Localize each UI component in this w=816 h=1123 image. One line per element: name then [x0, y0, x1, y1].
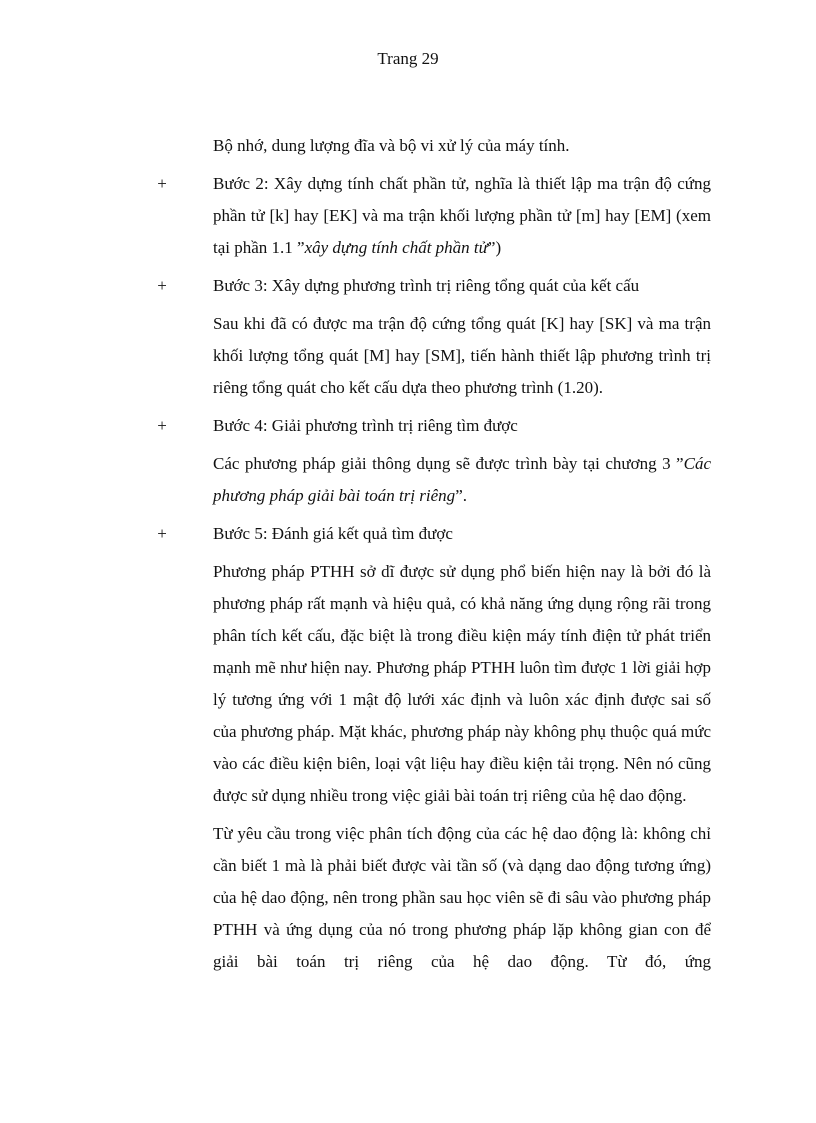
step-5-title: [157, 518, 711, 550]
step-3-title: [157, 270, 711, 302]
step-2-text: Bước 2: Xây dựng tính chất phần tử, nghĩa là thiết lập ma trận độ cứng phần tử [k] hay [EK] và ma trận khối lượng phần tử [m] hay [EM] (xem tại phần 1.1 ”: [213, 174, 711, 257]
page-number-header: Trang 29: [377, 49, 439, 68]
step-4-title: [157, 410, 711, 442]
paragraph-intro: Bộ nhớ, dung lượng đĩa và bộ vi xử lý của máy tính.: [213, 136, 570, 155]
bullet-marker: +: [157, 174, 167, 193]
step-4-body: [213, 448, 711, 512]
bullet-marker: +: [157, 524, 167, 543]
step-3-body: Sau khi đã có được ma trận độ cứng tổng quát [K] hay [SK] và ma trận khối lượng tổng quát [M] hay [SM], tiến hành thiết lập phương trình trị riêng tổng quát cho kết cấu dựa theo phương trình (1.20).: [213, 314, 711, 397]
step-2-item: [157, 168, 711, 264]
step-4-body-end: ”.: [455, 486, 467, 505]
step-5-title-text: Bước 5: Đánh giá kết quả tìm được: [213, 524, 453, 543]
step-2-text-end: ”): [487, 238, 502, 257]
bullet-marker: +: [157, 416, 167, 435]
bullet-marker: +: [157, 276, 167, 295]
step-4-title-text: Bước 4: Giải phương trình trị riêng tìm được: [213, 416, 518, 435]
step-5-body-2: Từ yêu cầu trong việc phân tích động của các hệ dao động là: không chỉ cần biết 1 mà là phải biết được vài tần số (và dạng dao động tương ứng) của hệ dao động, nên trong phần sau học viên sẽ đi sâu vào phương pháp PTHH và ứng dụng của nó trong phương pháp lặp không gian con để giải bài toán trị riêng của hệ dao động. Từ đó, ứng: [213, 824, 711, 971]
document-body: [0, 130, 816, 978]
step-3-title-text: Bước 3: Xây dựng phương trình trị riêng tổng quát của kết cấu: [213, 276, 640, 295]
step-2-italic-ref: xây dựng tính chất phần tử: [304, 238, 488, 257]
step-4-body-text: Các phương pháp giải thông dụng sẽ được trình bày tại chương 3 ”: [213, 454, 684, 473]
step-5-body-1: Phương pháp PTHH sở dĩ được sử dụng phổ biến hiện nay là bởi đó là phương pháp rất mạnh và hiệu quả, có khả năng ứng dụng rộng rãi trong phân tích kết cấu, đặc biệt là trong điều kiện máy tính điện tử phát triển mạnh mẽ như hiện nay. Phương pháp PTHH luôn tìm được 1 lời giải hợp lý tương ứng với 1 mật độ lưới xác định và luôn xác định được sai số của phương pháp. Mặt khác, phương pháp này không phụ thuộc quá mức vào các điều kiện biên, loại vật liệu hay điều kiện tải trọng. Nên nó cũng được sử dụng nhiều trong việc giải bài toán trị riêng của hệ dao động.: [213, 562, 711, 805]
step-4-italic-ref: Các phương pháp giải bài toán trị riêng: [213, 454, 711, 505]
